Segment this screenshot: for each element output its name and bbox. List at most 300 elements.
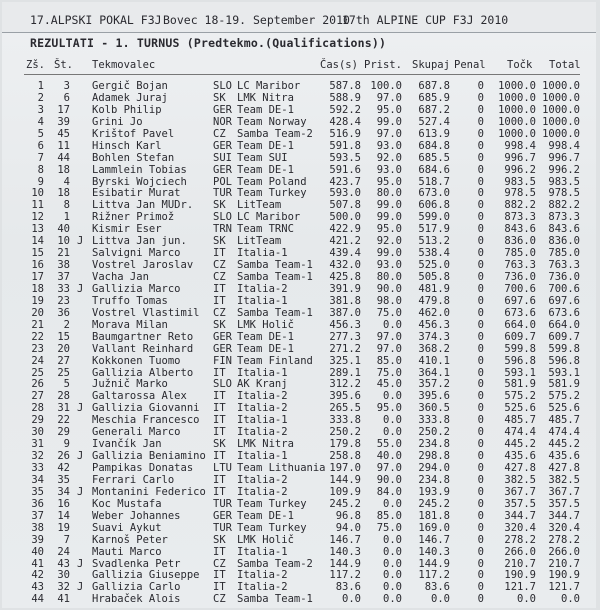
rank-cell: 35: [31, 485, 44, 498]
total-cell: 609.7: [548, 330, 580, 343]
team-cell: Team SUI: [237, 151, 288, 164]
competitor-name-cell: Mauti Marco: [92, 545, 162, 558]
competitor-name-cell: Kokkonen Tuomo: [92, 354, 181, 367]
landing-cell: 93.0: [376, 139, 402, 152]
rank-cell: 29: [31, 414, 44, 427]
points-cell: 763.3: [504, 259, 536, 272]
team-cell: Team Turkey: [237, 187, 307, 200]
total-cell: 278.2: [548, 533, 580, 546]
time-cell: 144.9: [329, 557, 361, 570]
competitor-name-cell: Galtarossa Alex: [92, 390, 187, 403]
nation-cell: SK: [213, 235, 226, 248]
competitor-name-cell: Rižner Primož: [92, 211, 175, 224]
penalty-cell: 0: [477, 223, 484, 236]
penalty-cell: 0: [477, 211, 484, 224]
competitor-name-cell: Svadlenka Petr: [92, 557, 181, 570]
landing-cell: 80.0: [376, 271, 402, 283]
team-cell: LC Maribor: [237, 211, 301, 224]
competitor-name-cell: Grini Jo: [92, 115, 143, 128]
team-cell: Italia-1: [237, 247, 288, 260]
table-row: [2, 547, 596, 559]
sum-cell: 146.7: [418, 533, 450, 546]
landing-cell: 100.0: [370, 80, 402, 92]
landing-cell: 92.0: [376, 235, 402, 248]
start-number-cell: 34: [57, 485, 70, 498]
team-cell: Samba Team-1: [237, 259, 313, 272]
start-number-cell: 6: [63, 91, 70, 104]
points-cell: 0.0: [517, 593, 536, 606]
rank-cell: 37: [31, 509, 44, 522]
penalty-cell: 0: [477, 545, 484, 558]
table-row: [2, 499, 596, 511]
start-number-cell: 40: [57, 223, 70, 236]
landing-cell: 0.0: [383, 390, 402, 403]
start-number-cell: 21: [57, 247, 70, 260]
penalty-cell: 0: [477, 414, 484, 427]
penalty-cell: 0: [477, 450, 484, 463]
total-cell: 581.9: [548, 378, 580, 391]
points-cell: 581.9: [504, 378, 536, 391]
nation-cell: SUI: [213, 151, 232, 164]
nation-cell: GER: [213, 509, 232, 522]
team-cell: Samba Team-2: [237, 127, 313, 140]
rank-cell: 13: [31, 223, 44, 236]
time-cell: 593.0: [329, 187, 361, 200]
sum-cell: 481.9: [418, 282, 450, 295]
sum-cell: 527.4: [418, 115, 450, 128]
competitor-name-cell: Meschia Francesco: [92, 414, 200, 427]
competitor-name-cell: Ivančík Jan: [92, 438, 162, 451]
landing-cell: 98.0: [376, 294, 402, 307]
total-cell: 843.6: [548, 223, 580, 236]
landing-cell: 99.0: [376, 247, 402, 260]
penalty-cell: 0: [477, 247, 484, 260]
team-cell: Team Finland: [237, 354, 313, 367]
nation-cell: CZ: [213, 271, 226, 283]
sum-cell: 250.2: [418, 426, 450, 439]
table-row: [2, 129, 596, 141]
competitor-name-cell: Adamek Juraj: [92, 91, 168, 104]
start-number-cell: 2: [63, 318, 70, 331]
sum-cell: 687.8: [418, 80, 450, 92]
sum-cell: 410.1: [418, 354, 450, 367]
penalty-cell: 0: [477, 282, 484, 295]
competitor-name-cell: Montanini Federico: [92, 485, 206, 498]
team-cell: LitTeam: [237, 235, 282, 248]
start-number-cell: 36: [57, 306, 70, 319]
nation-cell: NOR: [213, 115, 232, 128]
penalty-cell: 0: [477, 175, 484, 188]
time-cell: 381.8: [329, 294, 361, 307]
rank-cell: 6: [37, 139, 44, 152]
start-number-cell: 18: [57, 163, 70, 176]
results-sheet: [2, 2, 596, 608]
landing-cell: 97.0: [376, 127, 402, 140]
sum-cell: 517.9: [418, 223, 450, 236]
competitor-name-cell: Vostrel Jaroslav: [92, 259, 194, 272]
team-cell: LitTeam: [237, 199, 282, 212]
table-row: [2, 308, 596, 320]
penalty-cell: 0: [477, 521, 484, 534]
sum-cell: 298.8: [418, 450, 450, 463]
points-cell: 1000.0: [498, 103, 536, 116]
start-number-cell: 45: [57, 127, 70, 140]
sum-cell: 456.3: [418, 318, 450, 331]
time-cell: 277.3: [329, 330, 361, 343]
nation-cell: TUR: [213, 497, 232, 510]
competitor-name-cell: Krištof Pavel: [92, 127, 175, 140]
table-row: [2, 320, 596, 332]
landing-cell: 97.0: [376, 462, 402, 474]
penalty-cell: 0: [477, 235, 484, 248]
rank-cell: 25: [31, 366, 44, 379]
landing-cell: 75.0: [376, 521, 402, 534]
competitor-name-cell: Vostrel Vlastimil: [92, 306, 200, 319]
junior-flag-cell: J: [77, 450, 84, 463]
start-number-cell: 15: [57, 330, 70, 343]
nation-cell: IT: [213, 390, 226, 403]
nation-cell: CZ: [213, 306, 226, 319]
team-cell: Italia-2: [237, 426, 288, 439]
junior-flag-cell: J: [77, 581, 84, 594]
sum-cell: 685.9: [418, 91, 450, 104]
nation-cell: CZ: [213, 593, 226, 606]
sum-cell: 181.8: [418, 509, 450, 522]
sum-cell: 357.2: [418, 378, 450, 391]
total-cell: 357.5: [548, 497, 580, 510]
points-cell: 266.0: [504, 545, 536, 558]
points-cell: 357.5: [504, 497, 536, 510]
start-number-cell: 44: [57, 151, 70, 164]
points-cell: 210.7: [504, 557, 536, 570]
nation-cell: IT: [213, 545, 226, 558]
team-cell: Team Norway: [237, 115, 307, 128]
team-cell: Samba Team-2: [237, 557, 313, 570]
sum-cell: 193.9: [418, 485, 450, 498]
team-cell: Team DE-1: [237, 342, 294, 355]
competitor-name-cell: Pampikas Donatas: [92, 462, 194, 474]
penalty-cell: 0: [477, 581, 484, 594]
junior-flag-cell: J: [77, 557, 84, 570]
col-time: Čas(s): [320, 59, 358, 71]
col-rank: Zš.: [26, 59, 45, 71]
total-cell: 0.0: [561, 593, 580, 606]
start-number-cell: 3: [63, 80, 70, 92]
total-cell: 593.1: [548, 366, 580, 379]
junior-flag-cell: J: [77, 485, 84, 498]
penalty-cell: 0: [477, 378, 484, 391]
start-number-cell: 24: [57, 545, 70, 558]
col-sum: Skupaj: [412, 59, 450, 71]
rank-cell: 27: [31, 390, 44, 403]
header-date: Bovec 18-19. September 2010: [163, 13, 350, 27]
start-number-cell: 25: [57, 366, 70, 379]
competitor-name-cell: Salvigni Marco: [92, 247, 181, 260]
points-cell: 785.0: [504, 247, 536, 260]
landing-cell: 45.0: [376, 378, 402, 391]
sum-cell: 599.0: [418, 211, 450, 224]
nation-cell: IT: [213, 581, 226, 594]
team-cell: Samba Team-1: [237, 593, 313, 606]
total-cell: 575.2: [548, 390, 580, 403]
time-cell: 421.2: [329, 235, 361, 248]
sum-cell: 374.3: [418, 330, 450, 343]
competitor-name-cell: Gallizia Beniamino: [92, 450, 206, 463]
penalty-cell: 0: [477, 163, 484, 176]
table-row: [2, 344, 596, 356]
time-cell: 271.2: [329, 342, 361, 355]
rank-cell: 17: [31, 271, 44, 283]
time-cell: 312.2: [329, 378, 361, 391]
start-number-cell: 43: [57, 557, 70, 570]
penalty-cell: 0: [477, 342, 484, 355]
time-cell: 144.9: [329, 473, 361, 486]
time-cell: 94.0: [335, 521, 361, 534]
start-number-cell: 30: [57, 569, 70, 582]
time-cell: 83.6: [335, 581, 361, 594]
time-cell: 588.9: [329, 91, 361, 104]
sum-cell: 144.9: [418, 557, 450, 570]
rank-cell: 30: [31, 426, 44, 439]
points-cell: 575.2: [504, 390, 536, 403]
time-cell: 587.8: [329, 80, 361, 92]
rank-cell: 18: [31, 282, 44, 295]
nation-cell: SLO: [213, 211, 232, 224]
rank-cell: 16: [31, 259, 44, 272]
points-cell: 998.4: [504, 139, 536, 152]
nation-cell: GER: [213, 330, 232, 343]
points-cell: 121.7: [504, 581, 536, 594]
nation-cell: IT: [213, 294, 226, 307]
penalty-cell: 0: [477, 187, 484, 200]
competitor-name-cell: Byrski Wojciech: [92, 175, 187, 188]
rank-cell: 44: [31, 593, 44, 606]
rank-cell: 20: [31, 306, 44, 319]
competitor-name-cell: Truffo Tomas: [92, 294, 168, 307]
penalty-cell: 0: [477, 127, 484, 140]
points-cell: 673.6: [504, 306, 536, 319]
sum-cell: 613.9: [418, 127, 450, 140]
start-number-cell: 41: [57, 593, 70, 606]
competitor-name-cell: Bohlen Stefan: [92, 151, 175, 164]
penalty-cell: 0: [477, 533, 484, 546]
total-cell: 664.0: [548, 318, 580, 331]
points-cell: 983.5: [504, 175, 536, 188]
time-cell: 507.8: [329, 199, 361, 212]
time-cell: 0.0: [342, 593, 361, 606]
nation-cell: IT: [213, 569, 226, 582]
col-start-number: Št.: [54, 59, 73, 71]
start-number-cell: 27: [57, 354, 70, 367]
team-cell: Team DE-1: [237, 509, 294, 522]
points-cell: 978.5: [504, 187, 536, 200]
total-cell: 210.7: [548, 557, 580, 570]
team-cell: Samba Team-1: [237, 271, 313, 283]
time-cell: 245.2: [329, 497, 361, 510]
nation-cell: SK: [213, 318, 226, 331]
penalty-cell: 0: [477, 151, 484, 164]
time-cell: 591.8: [329, 139, 361, 152]
points-cell: 593.1: [504, 366, 536, 379]
time-cell: 146.7: [329, 533, 361, 546]
total-cell: 785.0: [548, 247, 580, 260]
competitor-name-cell: Hrabaček Alois: [92, 593, 181, 606]
sum-cell: 234.8: [418, 473, 450, 486]
nation-cell: IT: [213, 426, 226, 439]
points-cell: 190.9: [504, 569, 536, 582]
start-number-cell: 17: [57, 103, 70, 116]
total-cell: 697.6: [548, 294, 580, 307]
team-cell: LC Maribor: [237, 80, 301, 92]
time-cell: 391.9: [329, 282, 361, 295]
start-number-cell: 31: [57, 402, 70, 415]
points-cell: 1000.0: [498, 80, 536, 92]
penalty-cell: 0: [477, 485, 484, 498]
competitor-name-cell: Littva Jan MUDr.: [92, 199, 194, 212]
nation-cell: SLO: [213, 378, 232, 391]
nation-cell: TRN: [213, 223, 232, 236]
team-cell: Italia-2: [237, 569, 288, 582]
start-number-cell: 11: [57, 139, 70, 152]
header-event-slo: 17.ALPSKI POKAL F3J: [30, 13, 162, 27]
points-cell: 320.4: [504, 521, 536, 534]
competitor-name-cell: Suavi Aykut: [92, 521, 162, 534]
points-cell: 485.7: [504, 414, 536, 427]
penalty-cell: 0: [477, 294, 484, 307]
penalty-cell: 0: [477, 318, 484, 331]
landing-cell: 0.0: [383, 593, 402, 606]
results-table-body: [2, 81, 596, 606]
nation-cell: GER: [213, 139, 232, 152]
penalty-cell: 0: [477, 462, 484, 474]
time-cell: 593.5: [329, 151, 361, 164]
competitor-name-cell: Gallizia Marco: [92, 282, 181, 295]
total-cell: 435.6: [548, 450, 580, 463]
penalty-cell: 0: [477, 91, 484, 104]
header-event-eng: 17th ALPINE CUP F3J 2010: [342, 13, 509, 27]
start-number-cell: 35: [57, 473, 70, 486]
header-divider: [24, 74, 580, 75]
penalty-cell: 0: [477, 199, 484, 212]
start-number-cell: 19: [57, 521, 70, 534]
penalty-cell: 0: [477, 139, 484, 152]
start-number-cell: 33: [57, 282, 70, 295]
landing-cell: 0.0: [383, 569, 402, 582]
team-cell: AK Kranj: [237, 378, 288, 391]
rank-cell: 28: [31, 402, 44, 415]
total-cell: 320.4: [548, 521, 580, 534]
total-cell: 445.2: [548, 438, 580, 451]
team-cell: Italia-2: [237, 402, 288, 415]
team-cell: LMK Nitra: [237, 91, 294, 104]
rank-cell: 33: [31, 462, 44, 474]
col-total: Total: [549, 59, 581, 71]
time-cell: 265.5: [329, 402, 361, 415]
time-cell: 258.8: [329, 450, 361, 463]
team-cell: Team Poland: [237, 175, 307, 188]
competitor-name-cell: Vacha Jan: [92, 271, 149, 283]
total-cell: 882.2: [548, 199, 580, 212]
penalty-cell: 0: [477, 593, 484, 606]
time-cell: 96.8: [335, 509, 361, 522]
landing-cell: 99.0: [376, 211, 402, 224]
rank-cell: 5: [37, 127, 44, 140]
points-cell: 1000.0: [498, 115, 536, 128]
team-cell: Italia-2: [237, 485, 288, 498]
rank-cell: 24: [31, 354, 44, 367]
nation-cell: IT: [213, 450, 226, 463]
nation-cell: CZ: [213, 127, 226, 140]
junior-flag-cell: J: [77, 235, 84, 248]
nation-cell: POL: [213, 175, 232, 188]
team-cell: Italia-2: [237, 390, 288, 403]
rank-cell: 10: [31, 187, 44, 200]
start-number-cell: 10: [57, 235, 70, 248]
landing-cell: 85.0: [376, 354, 402, 367]
sum-cell: 505.8: [418, 271, 450, 283]
team-cell: Italia-1: [237, 366, 288, 379]
competitor-name-cell: Baumgartner Reto: [92, 330, 194, 343]
nation-cell: GER: [213, 103, 232, 116]
penalty-cell: 0: [477, 473, 484, 486]
rank-cell: 4: [37, 115, 44, 128]
sum-cell: 360.5: [418, 402, 450, 415]
landing-cell: 97.0: [376, 91, 402, 104]
page-title: REZULTATI - 1. TURNUS (Predtekmo.(Qualifications)): [30, 36, 387, 50]
competitor-name-cell: Gallizia Giuseppe: [92, 569, 200, 582]
start-number-cell: 4: [63, 175, 70, 188]
penalty-cell: 0: [477, 306, 484, 319]
team-cell: Team DE-1: [237, 163, 294, 176]
penalty-cell: 0: [477, 354, 484, 367]
total-cell: 599.8: [548, 342, 580, 355]
total-cell: 998.4: [548, 139, 580, 152]
landing-cell: 0.0: [383, 557, 402, 570]
total-cell: 596.8: [548, 354, 580, 367]
sum-cell: 83.6: [424, 581, 450, 594]
competitor-name-cell: Esibatir Murat: [92, 187, 181, 200]
junior-flag-cell: J: [77, 282, 84, 295]
sum-cell: 333.8: [418, 414, 450, 427]
rank-cell: 12: [31, 211, 44, 224]
landing-cell: 0.0: [383, 318, 402, 331]
sum-cell: 687.2: [418, 103, 450, 116]
points-cell: 996.7: [504, 151, 536, 164]
points-cell: 435.6: [504, 450, 536, 463]
rank-cell: 9: [37, 175, 44, 188]
sum-cell: 525.0: [418, 259, 450, 272]
start-number-cell: 32: [57, 581, 70, 594]
time-cell: 109.9: [329, 485, 361, 498]
competitor-name-cell: Gallizia Alberto: [92, 366, 194, 379]
penalty-cell: 0: [477, 390, 484, 403]
start-number-cell: 1: [63, 211, 70, 224]
team-cell: Team Turkey: [237, 521, 307, 534]
landing-cell: 95.0: [376, 223, 402, 236]
total-cell: 736.0: [548, 271, 580, 283]
time-cell: 197.0: [329, 462, 361, 474]
sum-cell: 169.0: [418, 521, 450, 534]
penalty-cell: 0: [477, 259, 484, 272]
team-cell: LMK Holič: [237, 533, 294, 546]
penalty-cell: 0: [477, 115, 484, 128]
competitor-name-cell: Morava Milan: [92, 318, 168, 331]
landing-cell: 0.0: [383, 533, 402, 546]
points-cell: 525.6: [504, 402, 536, 415]
points-cell: 873.3: [504, 211, 536, 224]
landing-cell: 75.0: [376, 306, 402, 319]
start-number-cell: 9: [63, 438, 70, 451]
